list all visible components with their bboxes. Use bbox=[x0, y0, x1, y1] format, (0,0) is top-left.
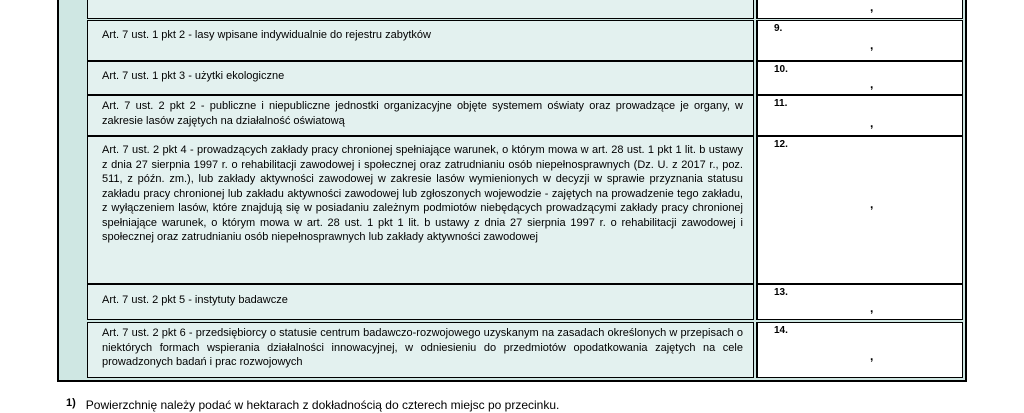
table-row bbox=[87, 136, 963, 284]
footnote-mark: 1) bbox=[66, 397, 76, 409]
table-row bbox=[87, 284, 963, 320]
area-input-cell[interactable] bbox=[756, 0, 963, 19]
decimal-comma: , bbox=[870, 301, 874, 315]
table-row bbox=[87, 0, 963, 19]
row-description: Art. 7 ust. 2 pkt 6 - przedsiębiorcy o statusie centrum badawczo-rozwojowego uzyskanym na zasadach określonych w przepisach o niektórych formach wspierania działalności innowacyjnej, w odniesieniu do przedmiotów opodatkowania zajętych na cele prowadzonych badań i prac rozwojowych bbox=[87, 322, 754, 378]
decimal-comma: , bbox=[870, 197, 874, 211]
area-input-cell[interactable] bbox=[756, 322, 963, 378]
table-row bbox=[87, 20, 963, 61]
field-number: 14. bbox=[774, 325, 788, 336]
row-description bbox=[87, 0, 754, 19]
area-input-cell[interactable] bbox=[756, 61, 963, 95]
field-number: 13. bbox=[774, 287, 788, 298]
decimal-comma: , bbox=[870, 116, 874, 130]
area-input-cell[interactable] bbox=[756, 95, 963, 136]
field-number: 10. bbox=[774, 64, 788, 75]
area-input-cell[interactable] bbox=[756, 284, 963, 320]
row-description: Art. 7 ust. 2 pkt 2 - publiczne i niepubliczne jednostki organizacyjne objęte systemem oświaty oraz prowadzące je organy, w zakresie lasów zajętych na działalność oświatową bbox=[87, 95, 754, 136]
footnote bbox=[66, 397, 559, 412]
decimal-comma: , bbox=[870, 349, 874, 363]
row-description: Art. 7 ust. 2 pkt 4 - prowadzących zakłady pracy chronionej spełniające warunek, o którym mowa w art. 28 ust. 1 pkt 1 lit. b ustawy z dnia 27 sierpnia 1997 r. o rehabilitacji zawodowej i społecznej oraz zatrudnianiu osób niepełnosprawnych (Dz. U. z 2017 r., poz. 511, z późn. zm.), lub zakłady aktywności zawodowej w zakresie lasów wymienionych w decyzji w sprawie przyznania statusu zakładu pracy chronionej lub zakładu aktywności zawodowej lub zgłoszonych wojewodzie - zajętych na prowadzenie tego zakładu, z wyłączeniem lasów, które znajdują się w posiadaniu zależnym podmiotów niebędących prowadzącymi zakłady pracy chronionej spełniające warunek, o którym mowa w art. 28 ust. 1 pkt 1 lit. b ustawy z dnia 27 sierpnia 1997 r. o rehabilitacji zawodowej i społecznej oraz zatrudnianiu osób niepełnosprawnych lub zakłady aktywności zawodowej bbox=[87, 136, 754, 284]
area-input-cell[interactable] bbox=[756, 136, 963, 284]
row-description: Art. 7 ust. 1 pkt 2 - lasy wpisane indywidualnie do rejestru zabytków bbox=[87, 20, 754, 61]
area-input-cell[interactable] bbox=[756, 20, 963, 61]
decimal-comma: , bbox=[870, 0, 874, 14]
row-description: Art. 7 ust. 2 pkt 5 - instytuty badawcze bbox=[87, 284, 754, 320]
footnote-text: Powierzchnię należy podać w hektarach z dokładnością do czterech miejsc po przecinku. bbox=[85, 398, 560, 412]
row-description: Art. 7 ust. 1 pkt 3 - użytki ekologiczne bbox=[87, 61, 754, 95]
table-row bbox=[87, 322, 963, 378]
table-row bbox=[87, 61, 963, 95]
field-number: 12. bbox=[774, 139, 788, 150]
decimal-comma: , bbox=[870, 77, 874, 91]
table-row bbox=[87, 95, 963, 136]
field-number: 9. bbox=[774, 23, 783, 34]
decimal-comma: , bbox=[870, 38, 874, 52]
field-number: 11. bbox=[774, 98, 788, 109]
